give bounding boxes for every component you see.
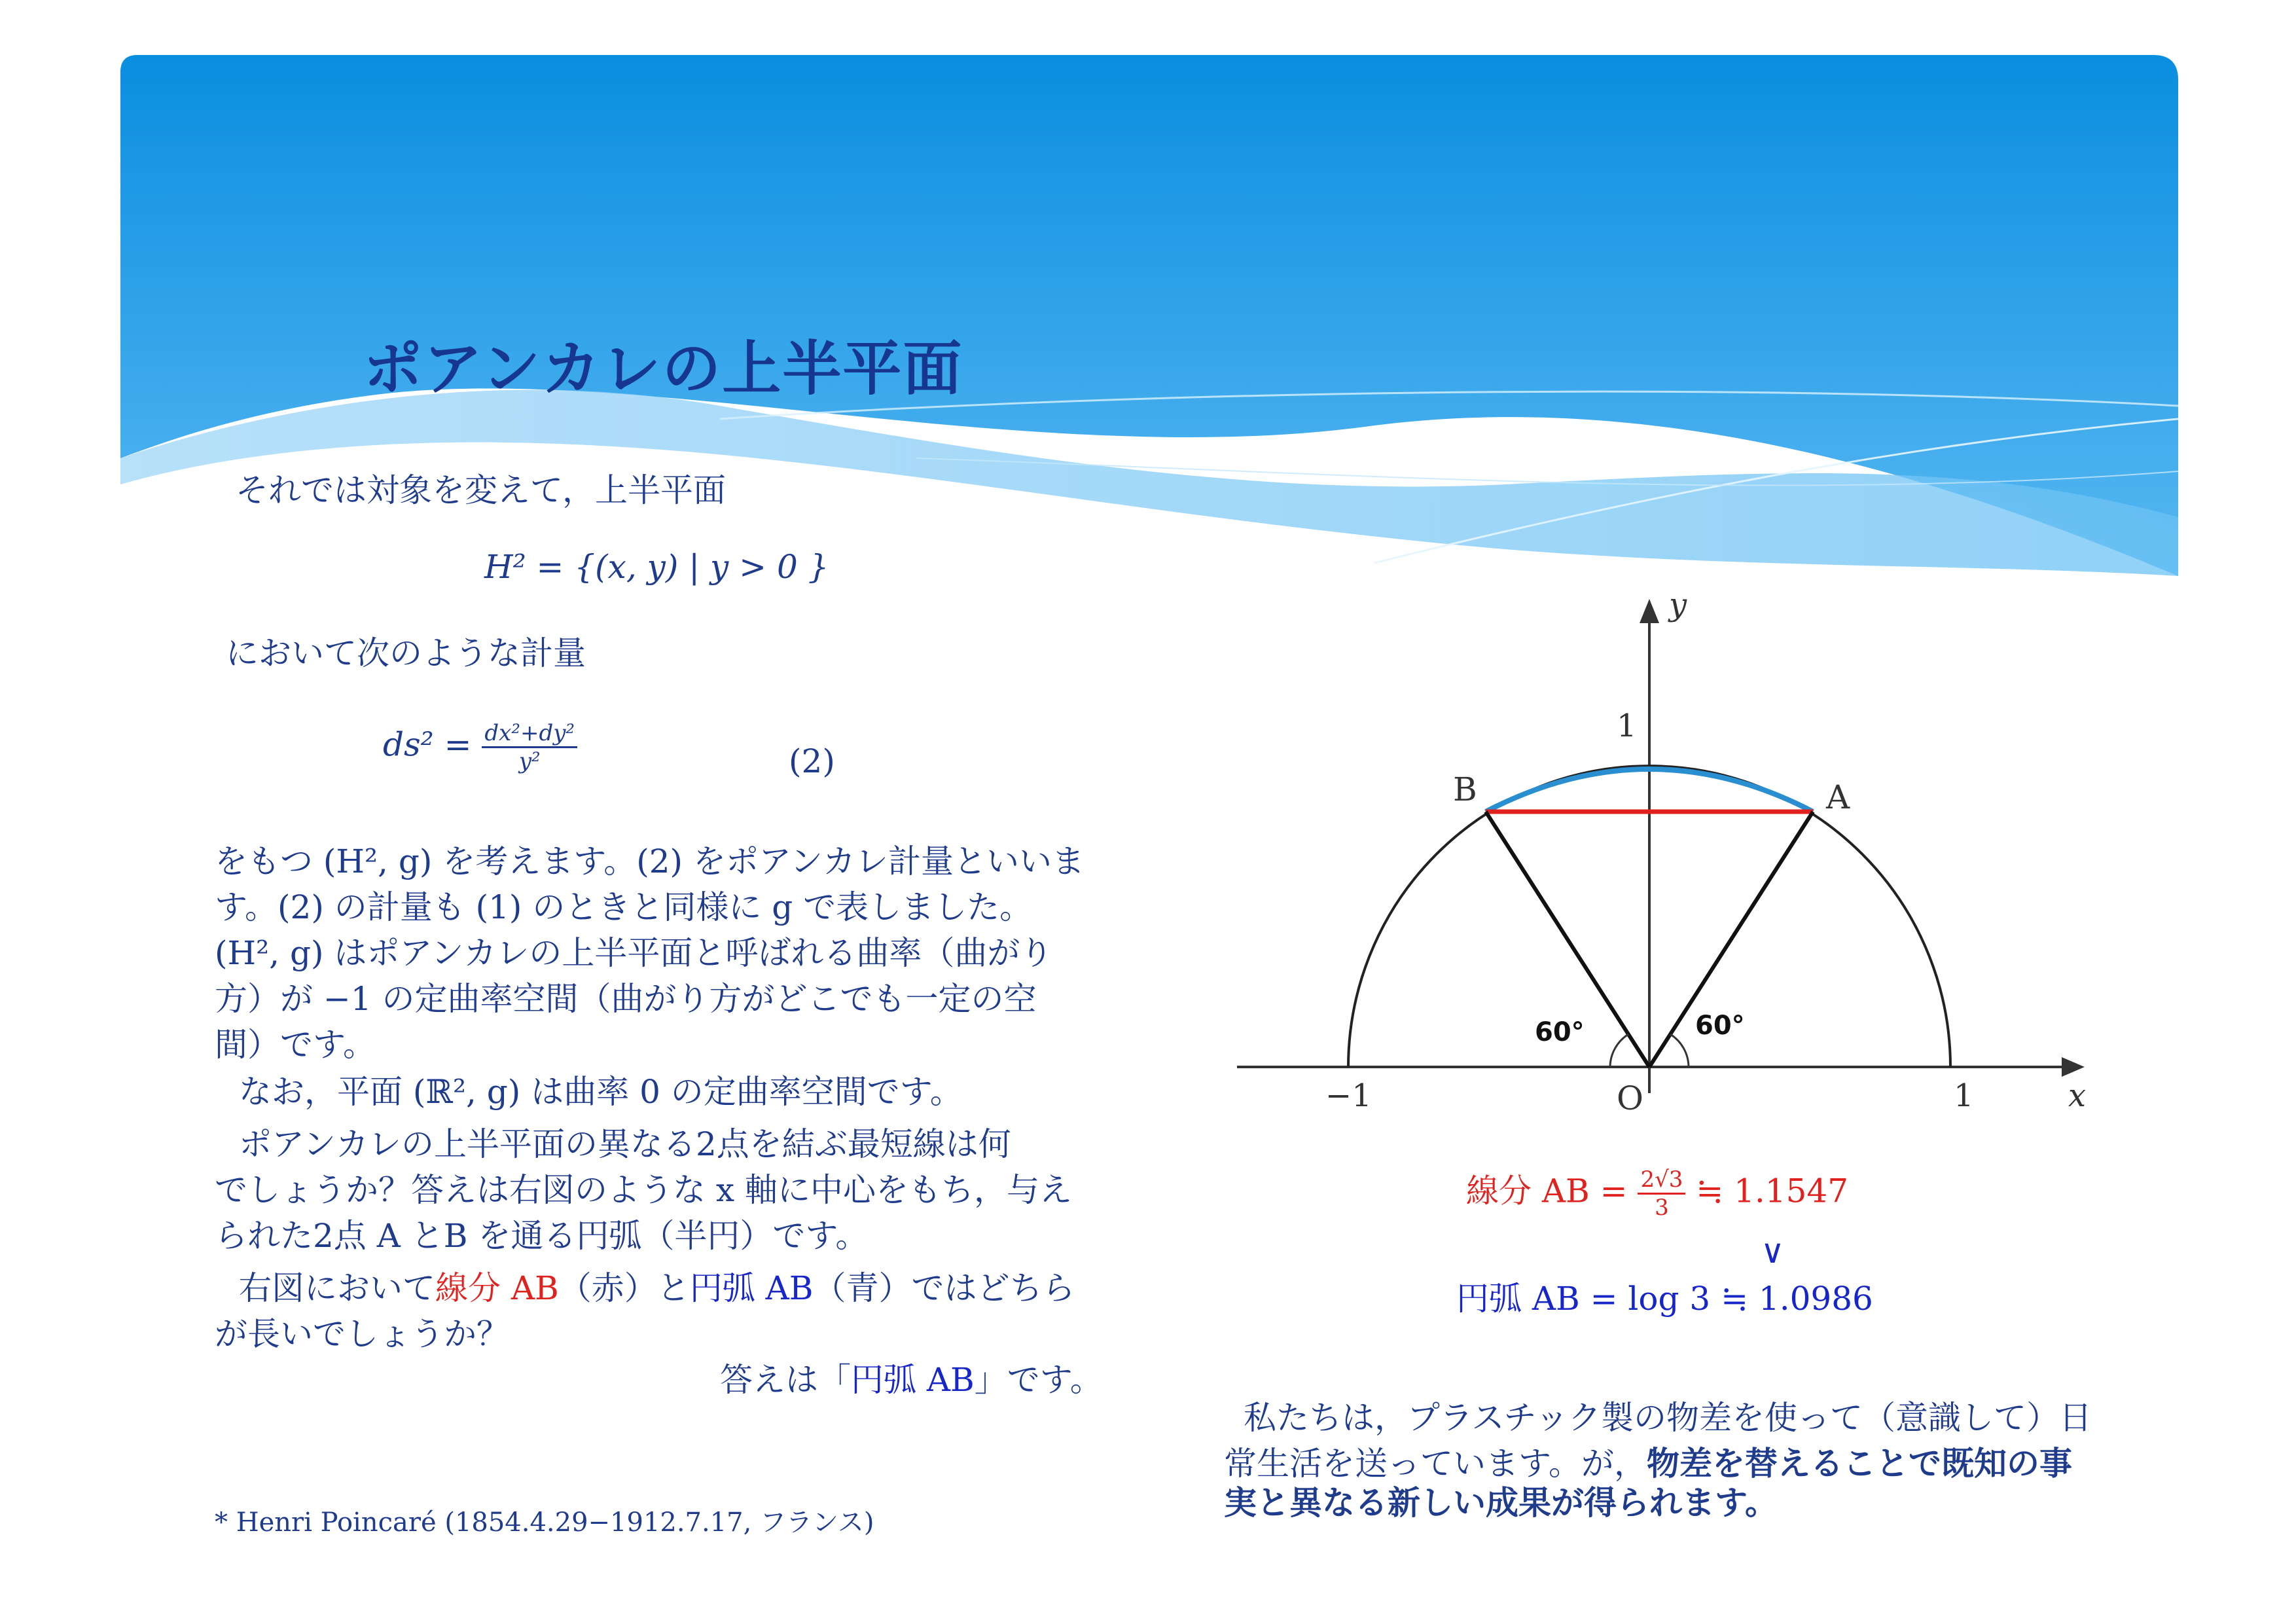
para1-line: (H², g) はポアンカレの上半平面と呼ばれる曲率（曲がり <box>215 934 1053 972</box>
segment-value: ≒ 1.1547 <box>1696 1172 1849 1210</box>
para1-line: す。(2) の計量も (1) のときと同様に g で表しました。 <box>215 888 1033 926</box>
tick-1-x: 1 <box>1954 1077 1974 1114</box>
set-formula: H² = {(x, y) | y > 0 } <box>484 548 829 586</box>
intro-line: それでは対象を変えて，上半平面 <box>236 471 726 509</box>
arc-length: 円弧 AB = log 3 ≒ 1.0986 <box>1456 1280 1873 1318</box>
y-axis-arrow-icon <box>1640 599 1659 623</box>
answer-arc: 円弧 AB <box>851 1361 975 1399</box>
metric-formula <box>383 720 577 774</box>
para3-line: られた2点 A とB を通る円弧（半円）です。 <box>215 1217 869 1255</box>
angle-right-label: 60° <box>1695 1011 1745 1041</box>
para3-line: でしょうか？答えは右図のような x 軸に中心をもち，与え <box>215 1171 1072 1209</box>
para4-post: （青）ではどちら <box>813 1269 1075 1307</box>
half-plane-diagram <box>1217 576 2121 1139</box>
segment-fraction <box>1638 1166 1685 1221</box>
closing-line1: 私たちは，プラスチック製の物差を使って（意識して）日 <box>1244 1399 2092 1437</box>
para3-line: ポアンカレの上半平面の異なる2点を結ぶ最短線は何 <box>239 1125 1011 1163</box>
metric-intro: において次のような計量 <box>226 634 586 672</box>
tick-neg1-x: −1 <box>1325 1077 1372 1114</box>
para1-line: 間）です。 <box>215 1026 376 1064</box>
origin-label: O <box>1617 1079 1643 1117</box>
slide-title: ポアンカレの上半平面 <box>363 334 963 403</box>
closing-line3: 実と異なる新しい成果が得られます。 <box>1224 1484 1778 1522</box>
segment-length <box>1466 1166 1848 1221</box>
paragraph-4 <box>239 1265 1075 1312</box>
relation-symbol: ∨ <box>1761 1233 1785 1271</box>
para4-segment: 線分 AB <box>435 1269 559 1307</box>
answer-post: 」です。 <box>974 1361 1103 1399</box>
paragraph-2: なお，平面 (ℝ², g) は曲率 0 の定曲率空間です。 <box>239 1073 963 1111</box>
angle-arc-left <box>1610 1034 1628 1067</box>
segment-denominator: 3 <box>1655 1195 1669 1221</box>
segment-label: 線分 AB = <box>1466 1172 1628 1210</box>
answer-pre: 答えは「 <box>720 1361 851 1399</box>
para4-pre: 右図において <box>239 1269 435 1307</box>
angle-left-label: 60° <box>1535 1017 1585 1047</box>
metric-denominator: y² <box>518 748 541 774</box>
metric-fraction <box>482 720 577 774</box>
angle-arc-right <box>1670 1034 1689 1067</box>
equation-number: (2) <box>789 742 835 780</box>
closing-line2-normal: 常生活を送っています。が， <box>1224 1445 1647 1483</box>
para4-arc: 円弧 AB <box>689 1269 814 1307</box>
answer-line <box>720 1356 1103 1403</box>
axis-x-label: x <box>2068 1077 2087 1114</box>
point-a-label: A <box>1826 778 1850 816</box>
metric-lhs: ds² = <box>383 725 472 764</box>
para4-mid: （赤）と <box>558 1269 690 1307</box>
point-b-label: B <box>1453 770 1477 808</box>
para1-line: をもつ (H², g) を考えます。(2) をポアンカレ計量といいま <box>215 842 1085 880</box>
para1-line: 方）が −1 の定曲率空間（曲がり方がどこでも一定の空 <box>215 980 1037 1018</box>
metric-numerator: dx²+dy² <box>482 720 577 748</box>
x-axis-arrow-icon <box>2062 1057 2085 1077</box>
footnote: * Henri Poincaré (1854.4.29−1912.7.17, フランス) <box>215 1507 874 1538</box>
paragraph-4-line2: が長いでしょうか？ <box>215 1315 509 1353</box>
axis-y-label: y <box>1669 586 1687 623</box>
tick-1-y: 1 <box>1617 708 1637 744</box>
segment-numerator: 2√3 <box>1638 1166 1685 1195</box>
closing-line2-bold: 物差を替えることで既知の事 <box>1647 1445 2072 1483</box>
